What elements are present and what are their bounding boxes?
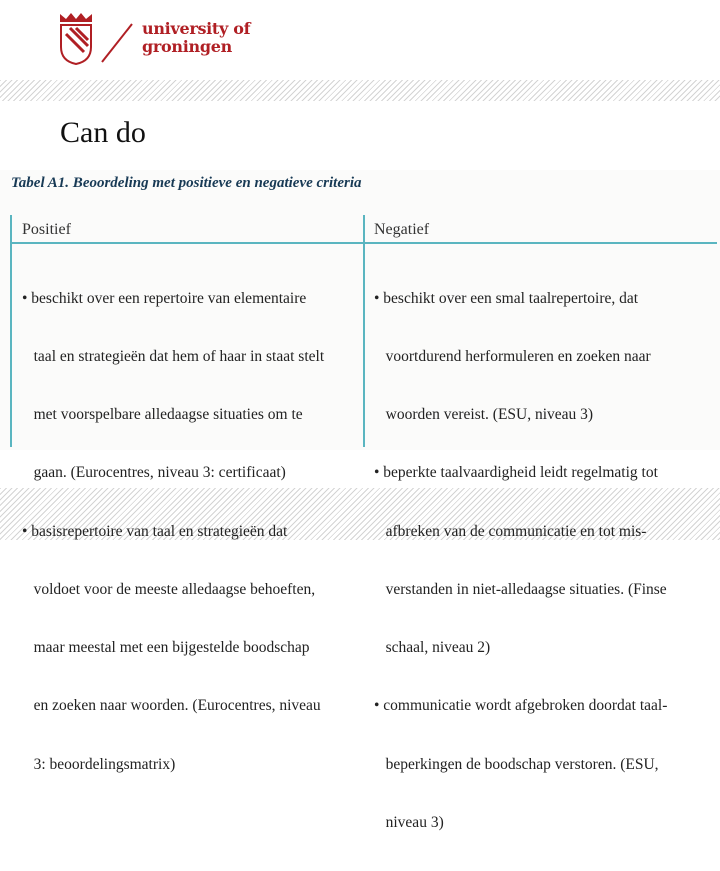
text-line: 3: beoordelingsmatrix) (22, 755, 176, 773)
column-header-negatief: Negatief (374, 221, 430, 238)
column-divider (363, 215, 365, 447)
positief-cell (22, 250, 324, 813)
text-line: • basisrepertoire van taal en strategieën dat (22, 522, 288, 540)
text-line: niveau 3) (374, 813, 444, 831)
text-line: voldoet voor de meeste alledaagse behoeften, (22, 580, 316, 598)
text-line: schaal, niveau 2) (374, 639, 491, 657)
logo-wordmark (142, 20, 250, 56)
text-line: • communicatie wordt afgebroken doordat taal- (374, 697, 668, 715)
text-line: afbreken van de communicatie en tot mis- (374, 522, 647, 540)
column-header-positief: Positief (22, 221, 71, 238)
top-hatch-band (0, 80, 720, 101)
text-line: gaan. (Eurocentres, niveau 3: certificaat) (22, 464, 286, 482)
text-line: met voorspelbare alledaagse situaties om te (22, 406, 303, 424)
text-line: woorden vereist. (ESU, niveau 3) (374, 406, 594, 424)
negatief-cell (374, 250, 667, 871)
table-caption: Tabel A1. Beoordeling met positieve en negatieve criteria (11, 175, 362, 191)
text-line: taal en strategieën dat hem of haar in staat stelt (22, 348, 325, 366)
slide-title: Can do (60, 116, 146, 149)
text-line: maar meestal met een bijgestelde boodschap (22, 639, 310, 657)
criteria-table (10, 215, 717, 831)
text-line: voortdurend herformuleren en zoeken naar (374, 348, 651, 366)
logo-line-2: groningen (142, 37, 232, 56)
text-line: • beschikt over een repertoire van elementaire (22, 289, 307, 307)
text-line: beperkingen de boodschap verstoren. (ESU, (374, 755, 659, 773)
logo-line-1: university of (142, 19, 251, 38)
text-line: • beschikt over een smal taalrepertoire, dat (374, 289, 639, 307)
text-line: • beperkte taalvaardigheid leidt regelmatig tot (374, 464, 658, 482)
text-line: verstanden in niet-alledaagse situaties. (Finse (374, 580, 667, 598)
text-line: en zoeken naar woorden. (Eurocentres, niveau (22, 697, 321, 715)
